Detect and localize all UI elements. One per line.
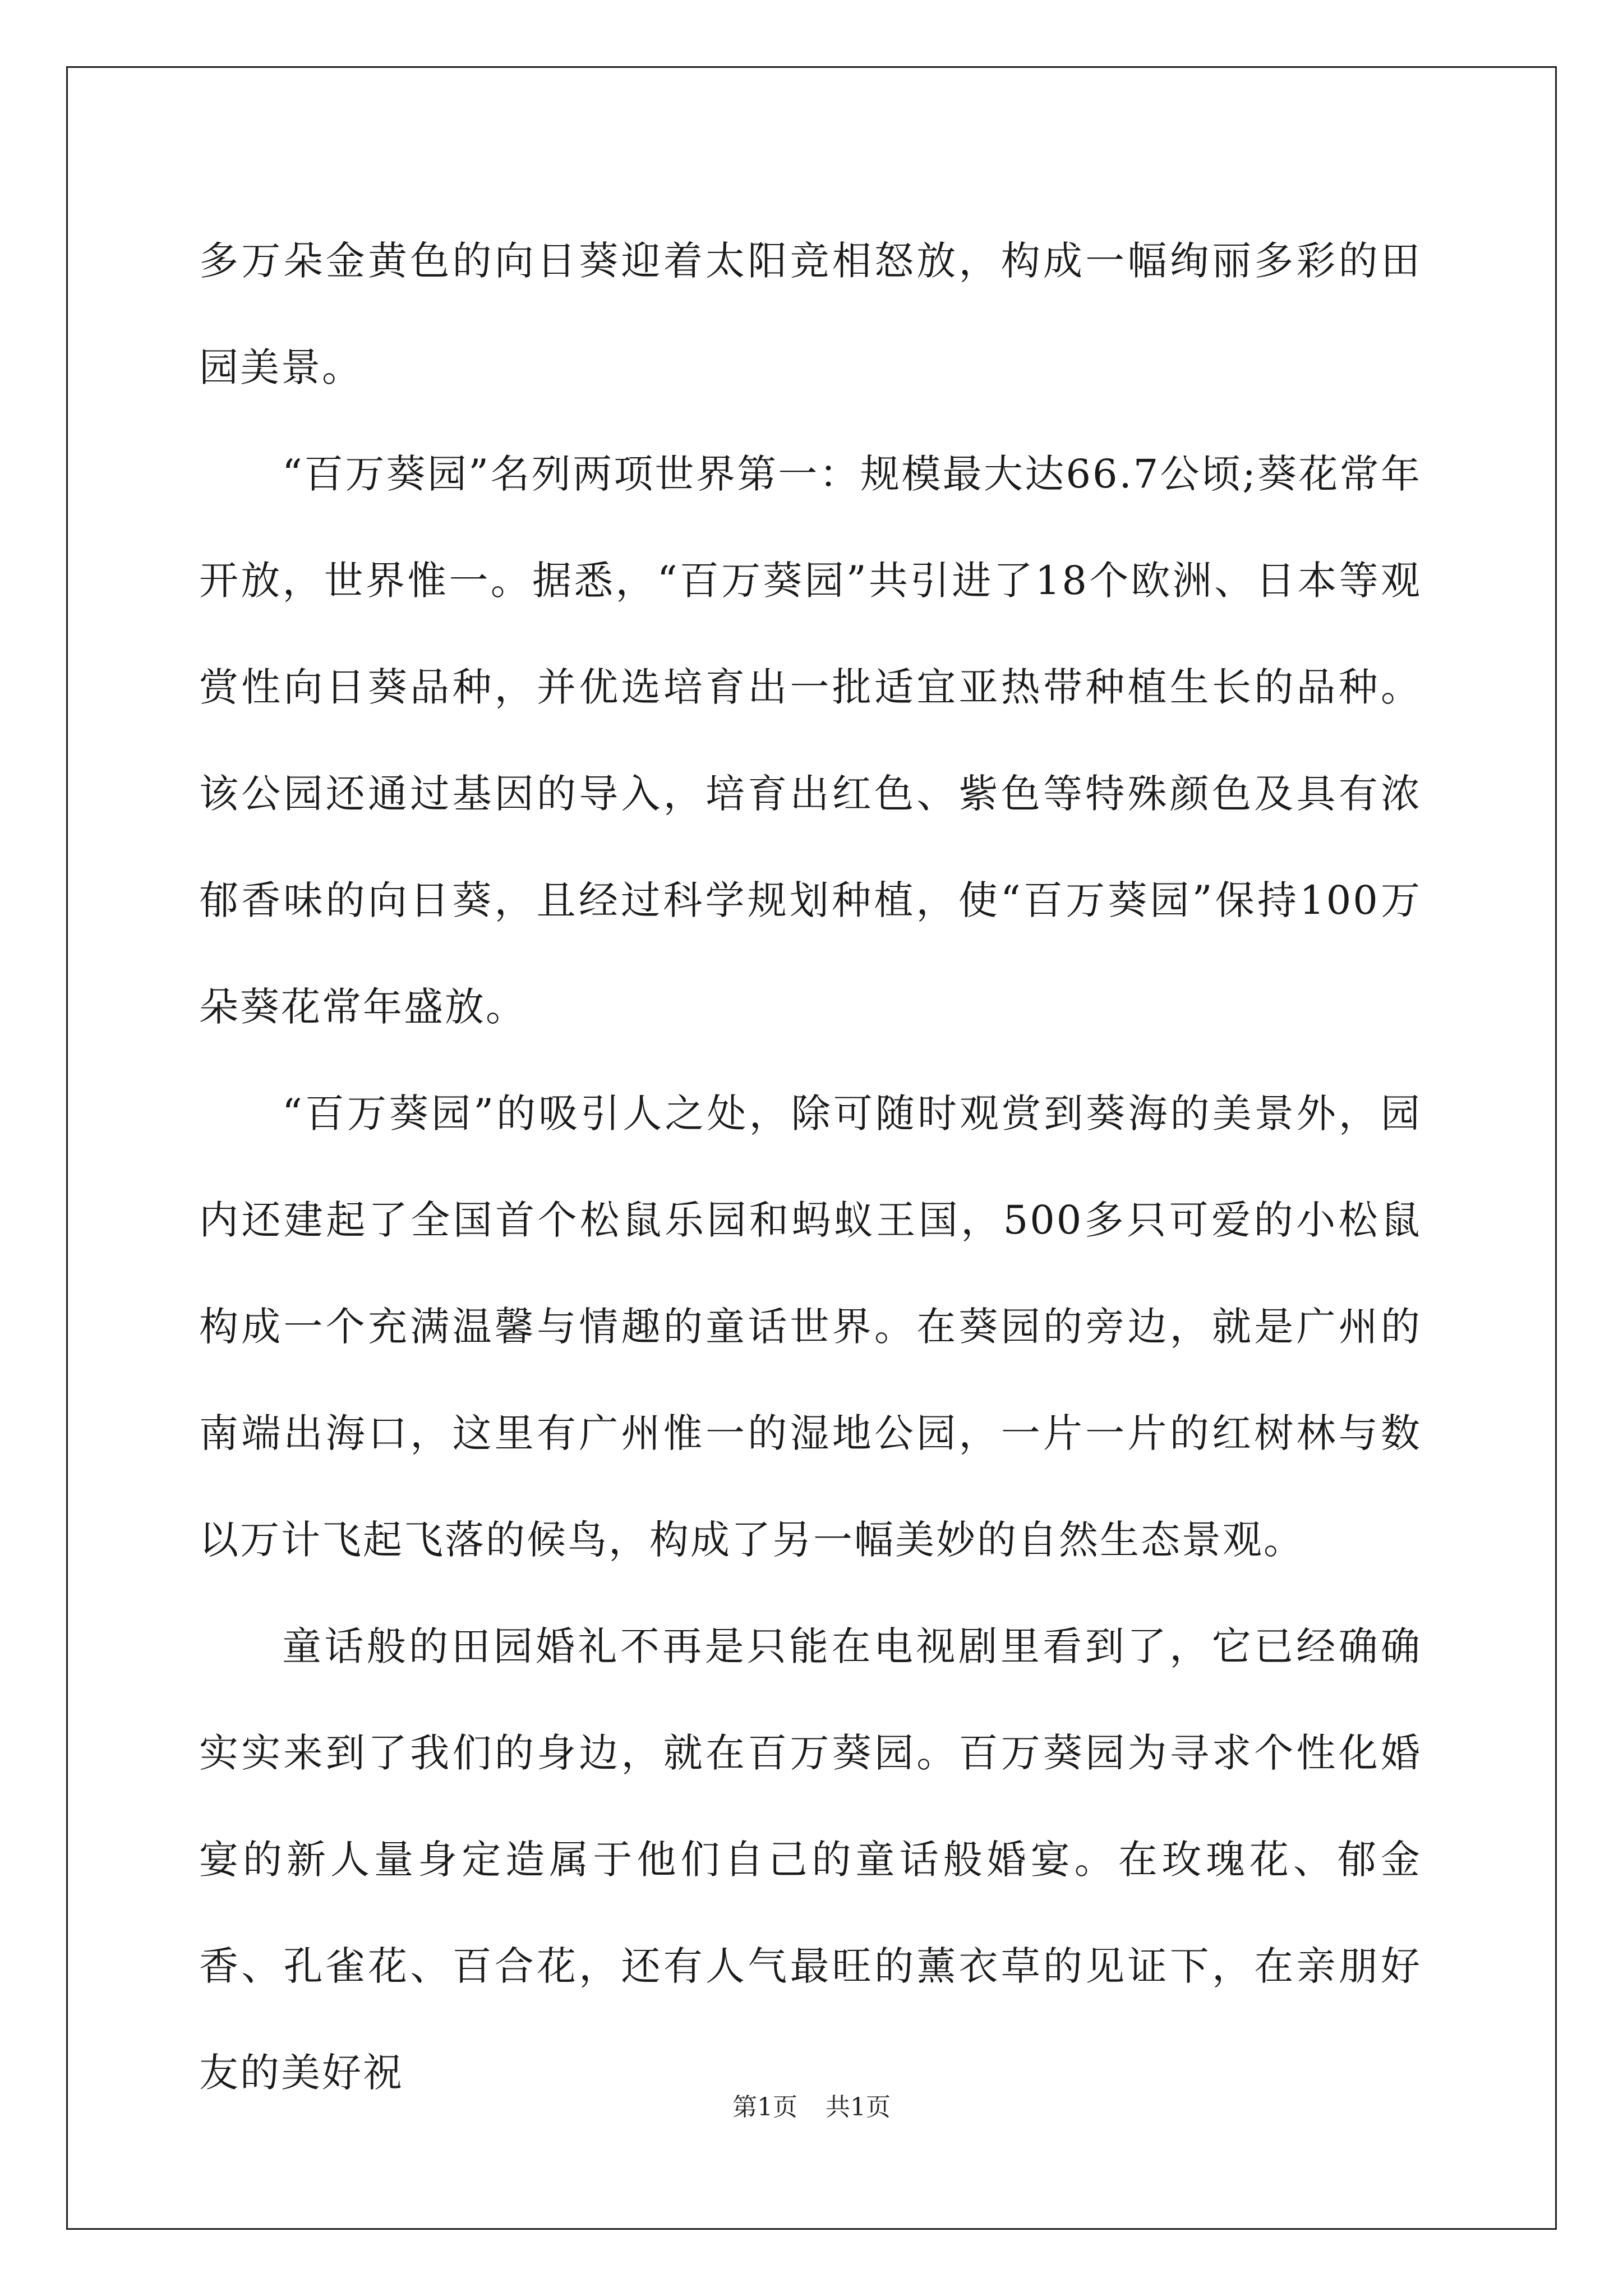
paragraph-2: “百万葵园”名列两项世界第一：规模最大达66.7公顷;葵花常年开放，世界惟一。据悉，“百万葵园”共引进了18个欧洲、日本等观赏性向日葵品种，并优选培育出一批适宜亚热带种植生长的品种。该公园还通过基因的导入，培育出红色、紫色等特殊颜色及具有浓郁香味的向日葵，且经过科学规划种植，使“百万葵园”保持100万朵葵花常年盛放。 — [199, 451, 1422, 1030]
paragraph-3: “百万葵园”的吸引人之处，除可随时观赏到葵海的美景外，园内还建起了全国首个松鼠乐园和蚂蚁王国，500多只可爱的小松鼠构成一个充满温馨与情趣的童话世界。在葵园的旁边，就是广州的南端出海口，这里有广州惟一的湿地公园，一片一片的红树林与数以万计飞起飞落的候鸟，构成了另一幅美妙的自然生态景观。 — [199, 1091, 1422, 1563]
page-number: 第1页 — [732, 2093, 797, 2122]
page-total: 共1页 — [826, 2093, 891, 2122]
document-body — [199, 208, 1422, 2126]
page-footer — [0, 2087, 1623, 2123]
paragraph-1: 多万朵金黄色的向日葵迎着太阳竞相怒放，构成一幅绚丽多彩的田园美景。 — [199, 238, 1422, 390]
paragraph-4: 童话般的田园婚礼不再是只能在电视剧里看到了，它已经确确实实来到了我们的身边，就在百万葵园。百万葵园为寻求个性化婚宴的新人量身定造属于他们自己的童话般婚宴。在玫瑰花、郁金香、孔雀花、百合花，还有人气最旺的薰衣草的见证下，在亲朋好友的美好祝 — [199, 1623, 1422, 2096]
